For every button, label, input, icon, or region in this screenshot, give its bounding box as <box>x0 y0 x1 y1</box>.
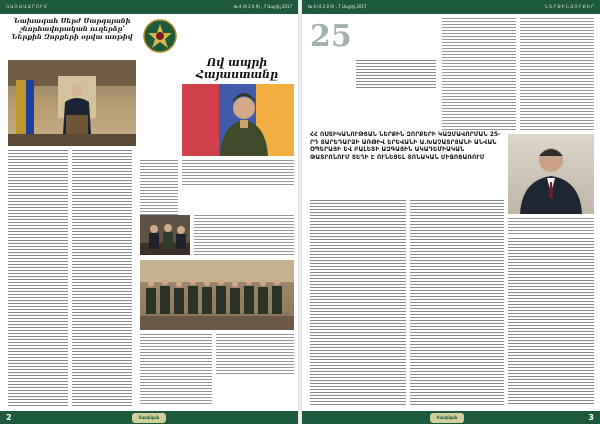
ceremony-hall-photo <box>140 260 294 330</box>
intro-text-left <box>356 60 436 88</box>
left-header-bar <box>0 0 298 14</box>
right-header-section: Ն Ե Ր Ք Ի Ն Զ Ո Ր Ք Ե Ր <box>545 4 594 9</box>
right-header-bar <box>302 0 600 14</box>
left-header-section: Կ Ա Ռ Ա Վ Ա Ր Ո Ւ Մ <box>6 4 47 9</box>
article-text-col5 <box>140 334 212 406</box>
left-header-date: № 4 (4 2 0 9) , 7 Ապրիլ 2017 <box>233 4 292 9</box>
right-body-col2 <box>410 200 504 406</box>
right-header-date: № 4 (4 2 0 9) , 7 Ապրիլ 2017 <box>308 4 367 9</box>
right-page <box>302 0 600 424</box>
caps-headline: ՀՀ ՈՍՏԻԿԱՆՈՒԹՅԱՆ ՆԵՐՔԻՆ ԶՈՐՔԵՐԻ ԿԱԶՄԱՎՈՐՄԱՆ 25-ՐԴ ՏԱՐԵԴԱՐՁԻ ԱՌԹԻՎ ԵՐԵՎԱՆԻ Ա.ԽԱՉԱՏՐՅԱՆԻ ԱՆՎԱՆ ՕՊԵՐԱՅԻ ԵՎ ԲԱԼԵՏԻ ԱԶԳԱՅԻՆ ԱԿԱԴԵՄԻԱԿԱՆ ԹԱՏՐՈՆՈՒՄ ՏԵՂԻ Է ՈՒՆԵՑԵԼ ՏՈՆԱԿԱՆ ՄԻՋՈՑԱՌՈՒՄ <box>310 132 501 161</box>
right-footer-logo: Ոստիկան <box>430 413 464 423</box>
caption-text <box>194 215 294 255</box>
left-page <box>0 0 298 424</box>
right-footer-bar <box>302 411 600 424</box>
officials-group-photo <box>140 215 190 255</box>
article-text-col1 <box>8 150 68 408</box>
right-text-col2 <box>520 18 594 130</box>
officer-portrait-photo <box>508 134 594 214</box>
right-body-col1 <box>310 200 406 406</box>
portrait-caption <box>508 218 594 234</box>
right-text-col1 <box>442 18 516 130</box>
soldier-flag-photo <box>182 84 294 156</box>
anniversary-25-logo <box>310 18 354 58</box>
side-headline: Ով ապրի Հայաստանը <box>195 56 279 81</box>
right-page-number: 3 <box>588 413 594 422</box>
president-speech-photo <box>8 60 136 146</box>
emblem-icon <box>142 18 178 54</box>
left-footer-bar <box>0 411 298 424</box>
anniversary-number: 25 <box>310 19 352 54</box>
article-text-col4 <box>182 160 294 185</box>
article-text-col2 <box>72 150 132 408</box>
main-headline: Նախագահ Սերժ Սարգսյանի շնորհավորական ուղերձը՝ Ներքին Զորքերի օրվա առթիվ <box>11 17 133 42</box>
right-body-col3 <box>508 238 594 406</box>
left-page-number: 2 <box>6 413 12 422</box>
left-footer-logo: Ոստիկան <box>132 413 166 423</box>
article-text-col6 <box>216 334 294 374</box>
